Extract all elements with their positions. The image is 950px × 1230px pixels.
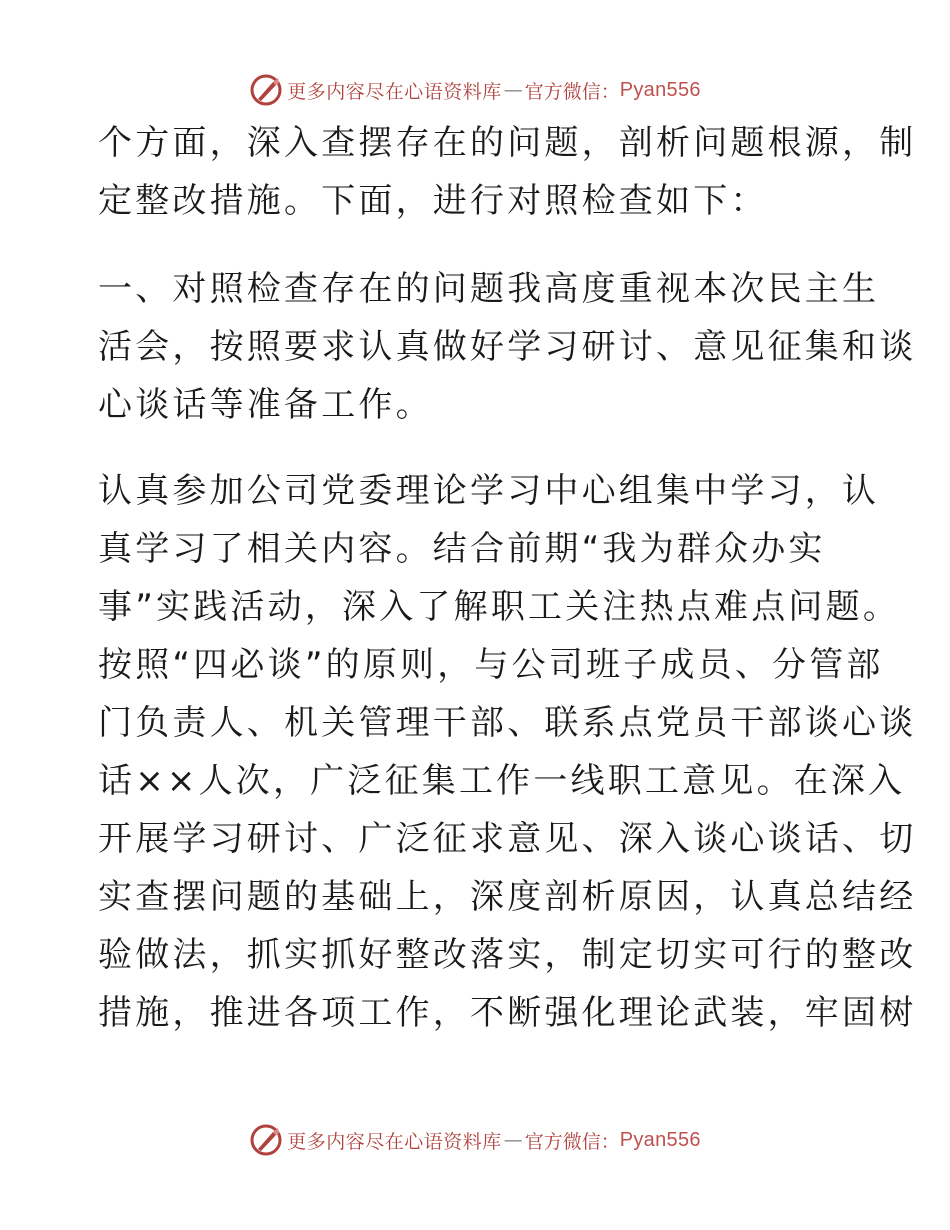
paragraph-2: [98, 260, 917, 434]
document-body: [98, 114, 917, 1042]
text-line: 认真参加公司党委理论学习中心组集中学习，认: [98, 471, 880, 511]
text-line: 个方面，深入查摆存在的问题，剖析问题根源，制: [98, 123, 917, 163]
text-line: 措施，推进各项工作，不断强化理论武装，牢固树: [98, 993, 917, 1033]
header-watermark: [0, 70, 950, 110]
paragraph-3: [98, 462, 917, 1042]
footer-wechat-label: 官方微信：: [524, 1130, 620, 1153]
footer-dash: —: [503, 1129, 523, 1151]
text-line: 事”实践活动，深入了解职工关注热点难点问题。: [98, 587, 901, 627]
header-site-name: 更多内容尽在心语资料库: [287, 80, 502, 103]
header-wechat-label: 官方微信：: [524, 80, 620, 103]
text-line: 门负责人、机关管理干部、联系点党员干部谈心谈: [98, 703, 917, 743]
paragraph-gap: [98, 230, 858, 260]
text-line: 话××人次，广泛征集工作一线职工意见。在深入: [98, 761, 906, 801]
footer-wechat-id: Pyan556: [619, 1128, 701, 1151]
text-line: 心谈话等准备工作。: [98, 385, 433, 425]
text-line: 验做法，抓实抓好整改落实，制定切实可行的整改: [98, 935, 917, 975]
quill-logo-icon: [249, 73, 283, 107]
text-line: 定整改措施。下面，进行对照检查如下：: [98, 181, 768, 221]
quill-logo-icon: [249, 1123, 283, 1157]
footer-site-name: 更多内容尽在心语资料库: [287, 1130, 502, 1153]
paragraph-1: [98, 114, 917, 230]
text-line: 开展学习研讨、广泛征求意见、深入谈心谈话、切: [98, 819, 917, 859]
paragraph-gap: [98, 434, 858, 462]
text-line: 按照“四必谈”的原则，与公司班子成员、分管部: [98, 645, 884, 685]
text-line: 真学习了相关内容。结合前期“我为群众办实: [98, 529, 826, 569]
text-line: 活会，按照要求认真做好学习研讨、意见征集和谈: [98, 327, 917, 367]
text-line: 一、对照检查存在的问题我高度重视本次民主生: [98, 269, 880, 309]
text-line: 实查摆问题的基础上，深度剖析原因，认真总结经: [98, 877, 917, 917]
header-dash: —: [503, 79, 523, 101]
header-wechat-id: Pyan556: [619, 78, 701, 101]
footer-watermark: [0, 1120, 950, 1160]
